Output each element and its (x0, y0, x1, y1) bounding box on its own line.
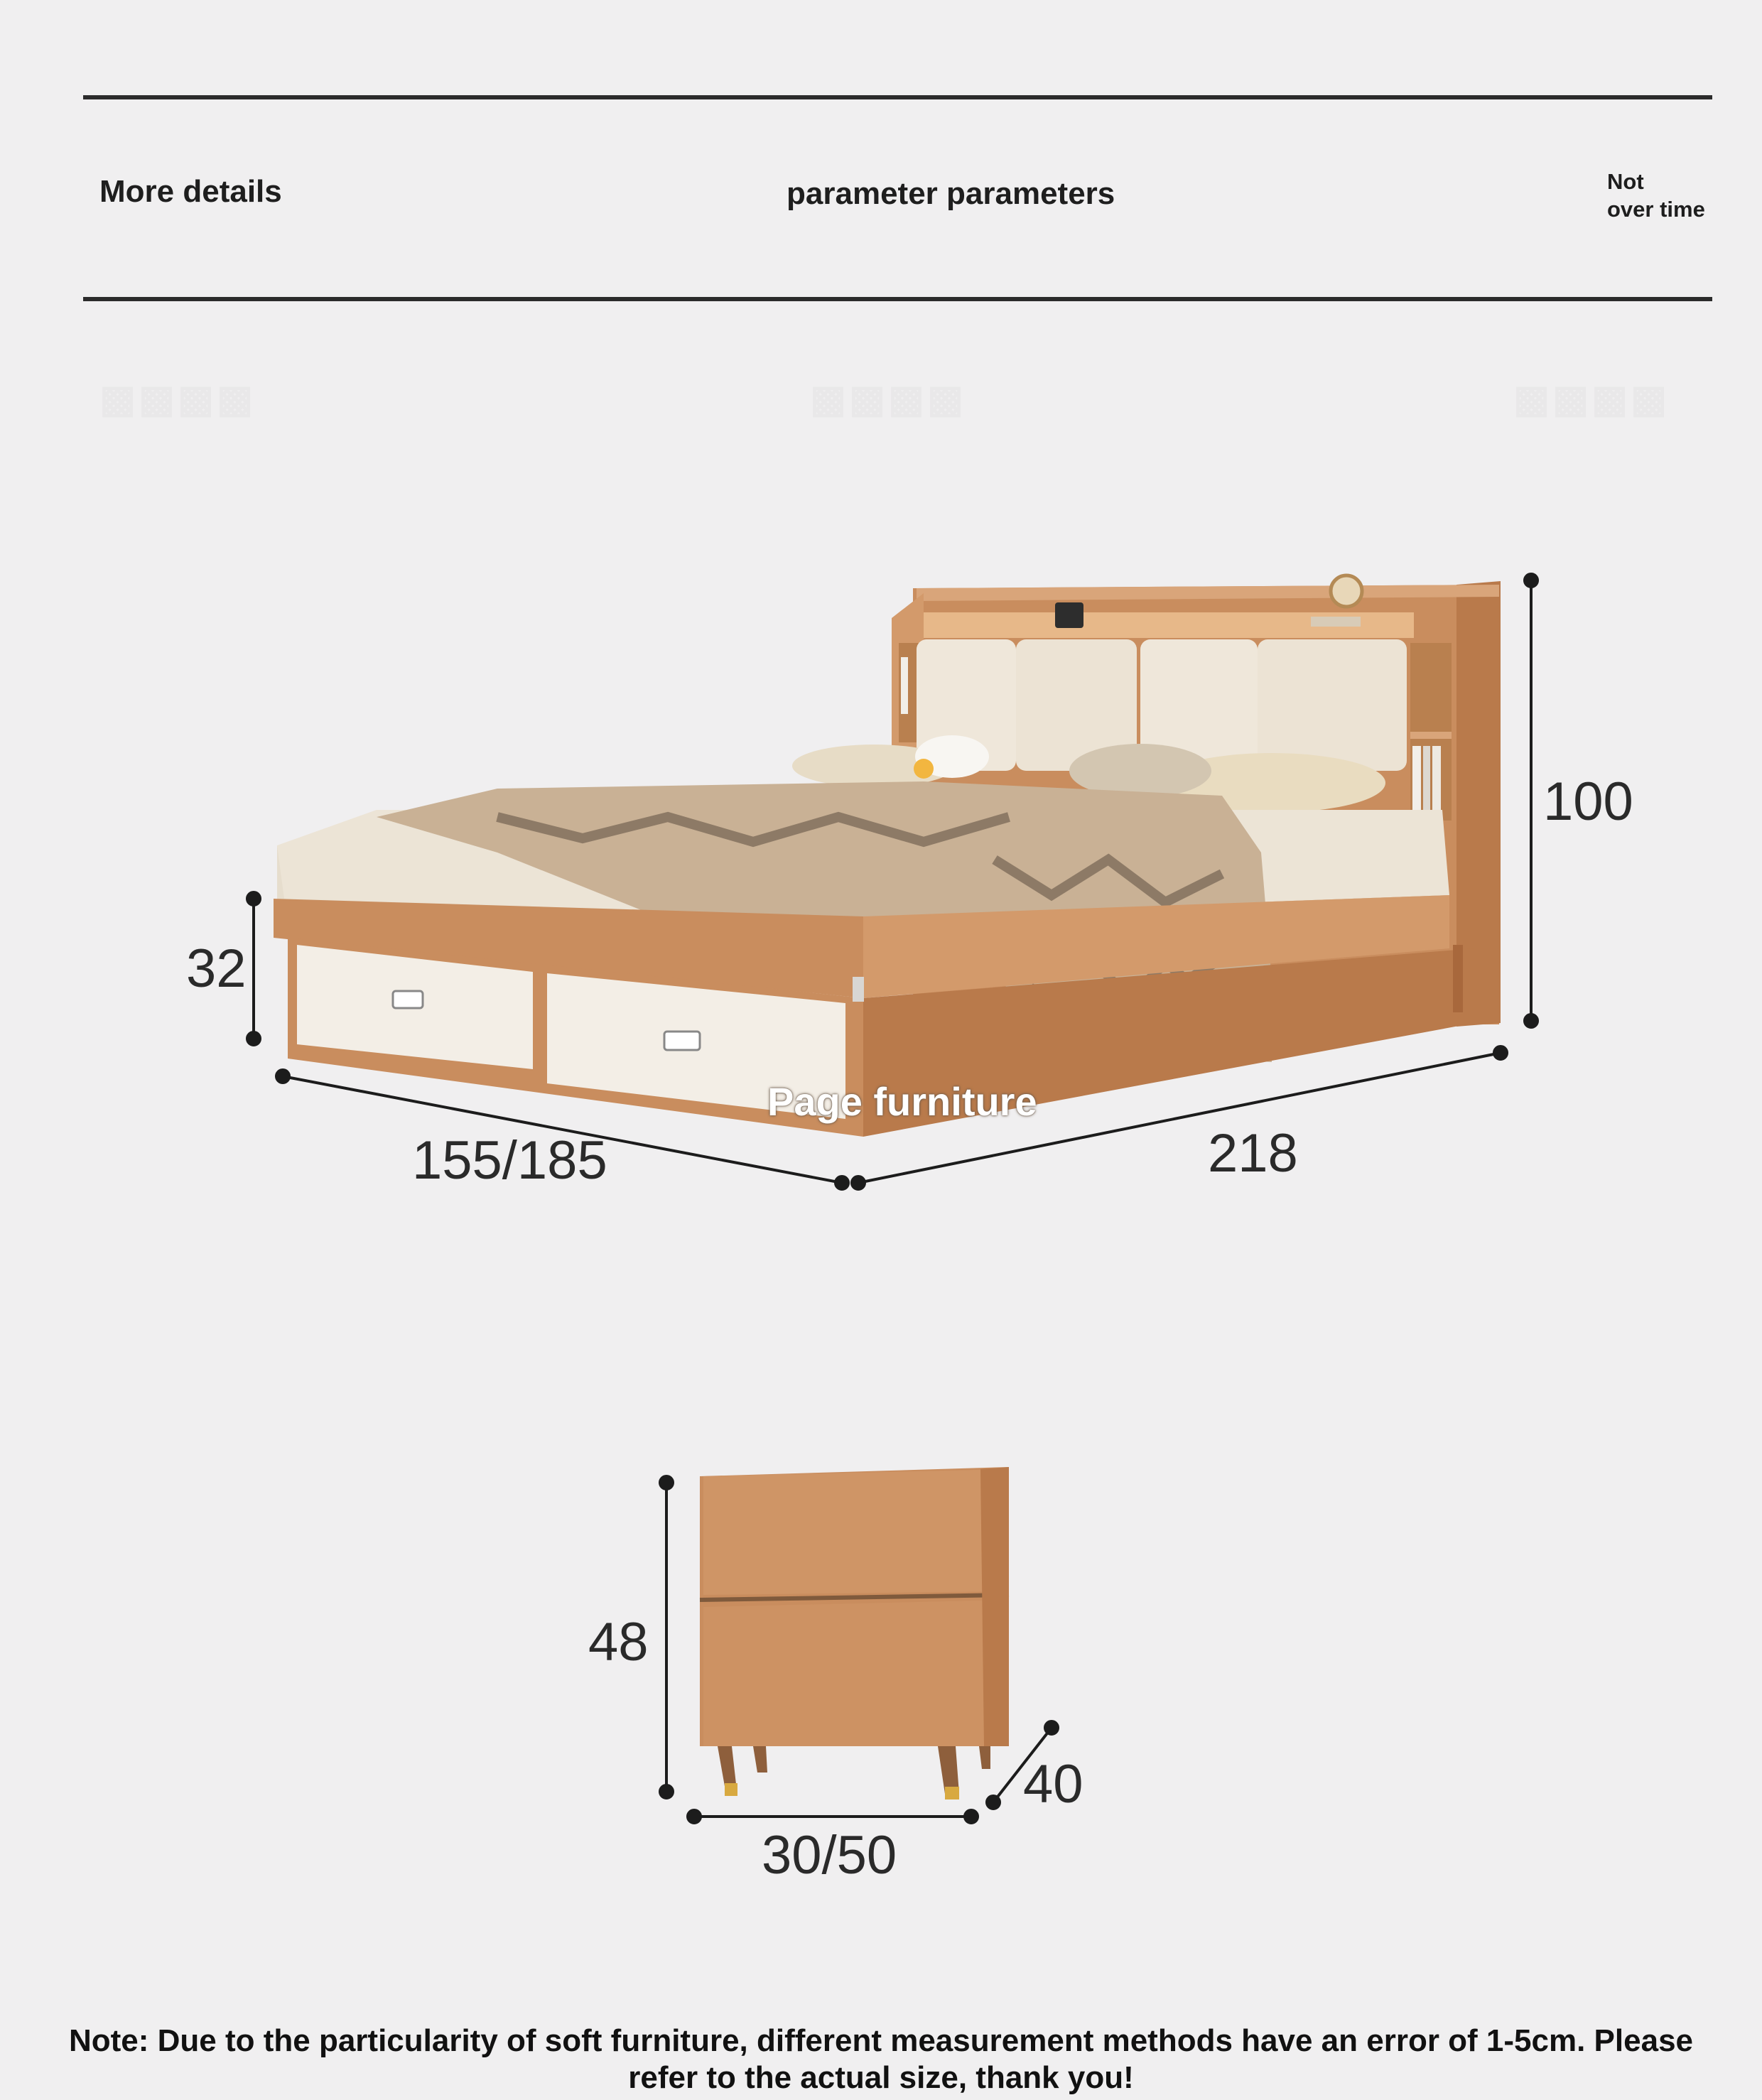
measurement-note: Note: Due to the particularity of soft furniture, different measurement methods have an error of 1-5cm. Please refer to the actual size, thank you! (68, 2023, 1694, 2095)
clock-object (1331, 575, 1362, 607)
bed-length-label: 218 (1208, 1123, 1298, 1184)
watermark-mark: ▩▩▩▩ (1513, 378, 1670, 421)
nightstand-width-label: 30/50 (762, 1825, 897, 1885)
drawer-handle (664, 1032, 700, 1050)
radio-object (1055, 602, 1083, 628)
parameters-label: parameter parameters (787, 176, 1115, 211)
bed-width-label: 155/185 (412, 1130, 607, 1191)
book-stack (1311, 617, 1361, 627)
brand-watermark: Page furniture (767, 1079, 1037, 1124)
nightstand-depth-label: 40 (1023, 1754, 1083, 1814)
more-details-label: More details (99, 174, 282, 209)
drawer-handle (393, 991, 423, 1008)
bed-frame-height-label: 32 (186, 938, 247, 999)
nightstand-height-label: 48 (588, 1612, 649, 1672)
nightstand-top-drawer (703, 1469, 1009, 1595)
watermark-mark: ▩▩▩▩ (99, 378, 256, 421)
nightstand-legs (718, 1746, 990, 1794)
bed-height-label: 100 (1543, 772, 1633, 832)
watermark-mark: ▩▩▩▩ (810, 378, 967, 421)
nightstand-image (700, 1467, 1009, 1799)
not-over-time-line2: over time (1607, 197, 1705, 222)
not-over-time-line1: Not (1607, 169, 1644, 194)
nightstand-bottom-drawer (703, 1600, 1009, 1746)
bed-image (274, 575, 1501, 1137)
